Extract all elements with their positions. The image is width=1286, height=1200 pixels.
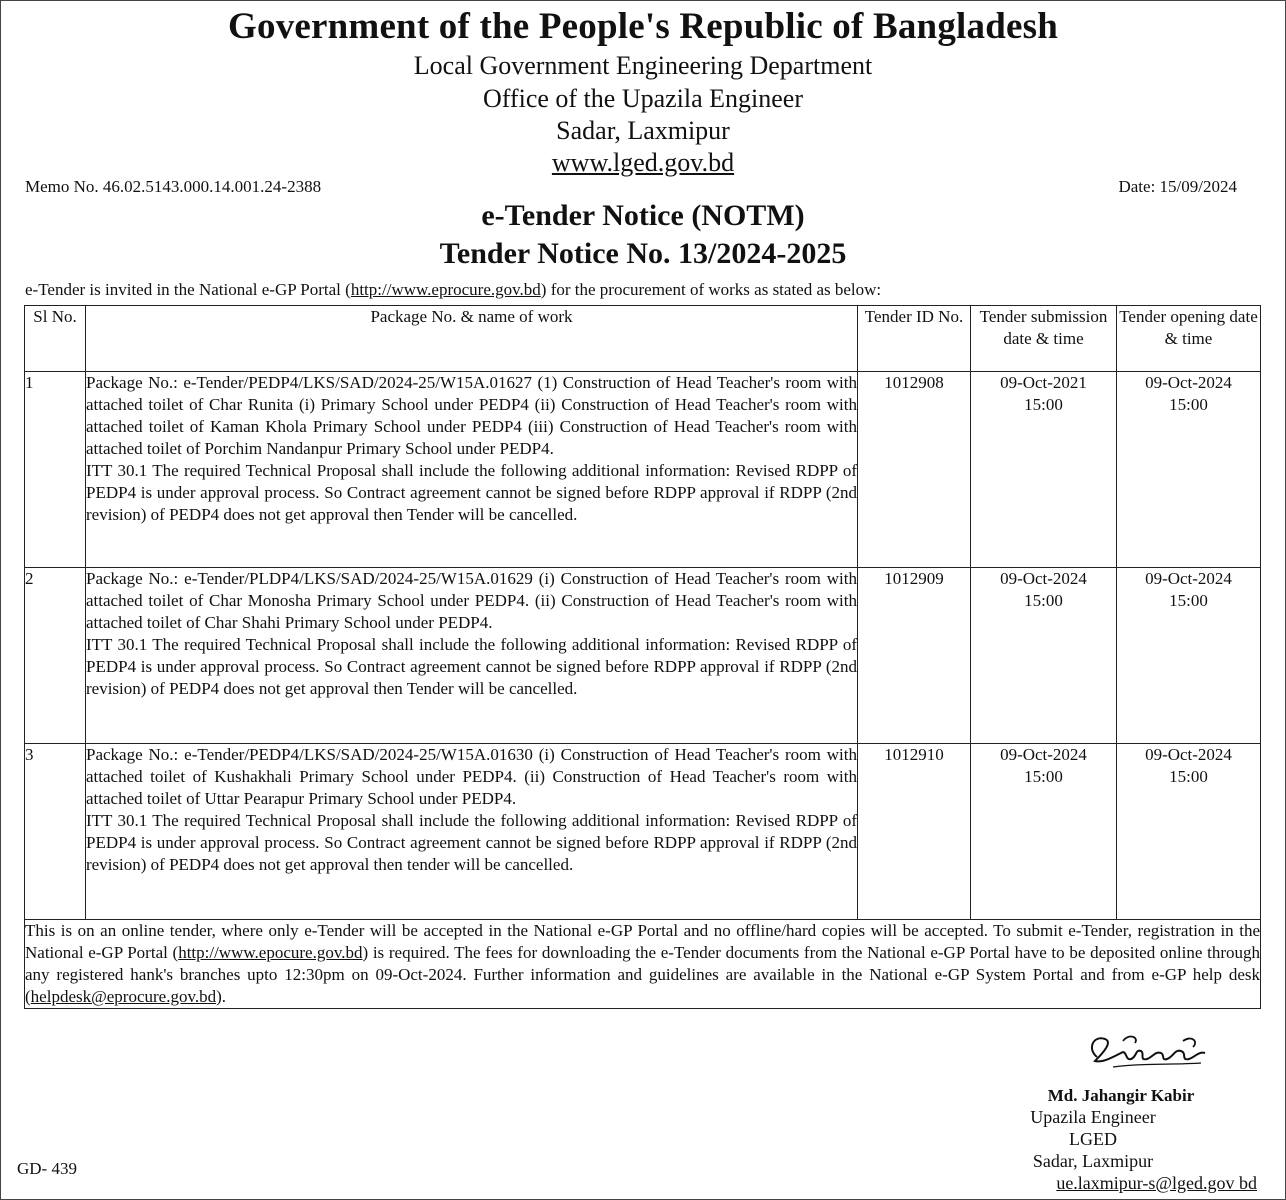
itt-clause: ITT 30.1 The required Technical Proposal shall include the following additional information: Revised RDPP of PEDP4 is under approval process. So Contract agreement cannot be signed before RDPP approval if RDPP (2nd revision) of PEDP4 does not get approval then Tender will be cancelled. [86,635,857,698]
table-header-row [25,306,1261,372]
header-sl: Sl No. [25,306,86,372]
row-work [86,372,858,568]
table-row [25,372,1261,568]
opening-date: 09-Oct-2024 [1145,373,1232,392]
row-submission [971,744,1117,920]
memo-number: Memo No. 46.02.5143.000.14.001.24-2388 [25,177,322,196]
opening-time: 15:00 [1169,395,1208,414]
signatory-email-link[interactable]: ue.laxmipur-s@lged.gov bd [1056,1173,1257,1193]
row-opening [1117,372,1261,568]
itt-clause: ITT 30.1 The required Technical Proposal shall include the following additional information: Revised RDPP of PEDP4 is under approval process. So Contract agreement cannot be signed before RDPP approval if RDPP (2nd revision) of PEDP4 does not get approval then tender will be cancelled. [86,811,857,874]
row-sl: 3 [25,744,86,920]
itt-clause: ITT 30.1 The required Technical Proposal shall include the following additional information: Revised RDPP of PEDP4 is under approval process. So Contract agreement cannot be signed before RDPP approval if RDPP (2nd revision) of PEDP4 does not get approval then Tender will be cancelled. [86,461,857,524]
government-heading: Government of the People's Republic of Bangladesh [228,6,1058,47]
signature-image [1083,1027,1213,1075]
row-tender-id: 1012908 [858,372,971,568]
signatory-org: LGED [1069,1129,1117,1149]
opening-date: 09-Oct-2024 [1145,569,1232,588]
row-tender-id: 1012909 [858,568,971,744]
opening-date: 09-Oct-2024 [1145,745,1232,764]
work-description: Package No.: e-Tender/PEDP4/LKS/SAD/2024-25/W15A.01627 (1) Construction of Head Teacher's room with attached toilet of Char Runita (i) Primary School under PEDP4 (ii) Construction of Head Teacher's room with attached toilet of Kaman Khola Primary School under PEDP4 (iii) Construction of Head Teacher's room with attached toilet of Porchim Nandanpur Primary School under PEDP4. [86,373,857,458]
row-work [86,568,858,744]
helpdesk-email-link[interactable]: helpdesk@eprocure.gov.bd [30,987,217,1006]
intro-after: ) for the procurement of works as stated as below: [540,280,882,299]
header-package: Package No. & name of work [86,306,858,372]
epocure-link[interactable]: http://www.epocure.gov.bd [178,943,363,962]
submission-time: 15:00 [1024,767,1063,786]
row-submission [971,372,1117,568]
signatory-name: Md. Jahangir Kabir [1047,1086,1195,1105]
footnote-row [25,920,1261,1009]
submission-time: 15:00 [1024,395,1063,414]
office-name: Office of the Upazila Engineer [482,84,804,113]
table-row [25,744,1261,920]
tender-table [24,305,1261,1009]
submission-date: 09-Oct-2021 [1000,373,1087,392]
footnote [25,920,1261,1009]
opening-time: 15:00 [1169,767,1208,786]
row-submission [971,568,1117,744]
footnote-part1: This is on an online tender, where only e-Tender will be accepted in the National e-GP Portal and no offline/hard copies will be accepted. To submit e-Tender, registration in the National e-GP Portal ( [25,921,1260,962]
row-sl: 1 [25,372,86,568]
work-description: Package No.: e-Tender/PEDP4/LKS/SAD/2024-25/W15A.01630 (i) Construction of Head Teacher's room with attached toilet of Kushakhali Primary School under PEDP4. (ii) Construction of Head Teacher's room with attached toilet of Uttar Pearapur Primary School under PEDP4. [86,745,857,808]
intro-text [25,280,881,300]
table-row [25,568,1261,744]
row-opening [1117,744,1261,920]
row-work [86,744,858,920]
row-tender-id: 1012910 [858,744,971,920]
row-sl: 2 [25,568,86,744]
department-name: Local Government Engineering Department [413,51,873,80]
intro-before: e-Tender is invited in the National e-GP Portal ( [25,280,351,299]
memo-date: Date: 15/09/2024 [1118,177,1237,196]
header-submission: Tender submission date & time [971,306,1117,372]
work-description: Package No.: e-Tender/PLDP4/LKS/SAD/2024-25/W15A.01629 (i) Construction of Head Teacher's room with attached toilet of Char Monosha Primary School under PEDP4. (ii) Construction of Head Teacher's room with attached toilet of Char Shahi Primary School under PEDP4. [86,569,857,632]
submission-date: 09-Oct-2024 [1000,745,1087,764]
eprocure-link[interactable]: http://www.eprocure.gov.bd [350,280,541,299]
opening-time: 15:00 [1169,591,1208,610]
footnote-part3: ). [216,987,227,1006]
notice-title: e-Tender Notice (NOTM) [481,199,805,232]
submission-time: 15:00 [1024,591,1063,610]
header-opening: Tender opening date & time [1117,306,1261,372]
notice-number: Tender Notice No. 13/2024-2025 [439,237,847,270]
signatory-title: Upazila Engineer [1030,1107,1156,1127]
footnote-part2: ) is required. The fees for downloading the e-Tender documents from the National e-GP Portal have to be deposited online through any registered hank's branches upto 12:30pm on 09-Oct-2024. Further information and guidelines are available in the National e-GP System Portal and from e-GP help desk ( [25,943,1260,1006]
website-link[interactable]: www.lged.gov.bd [551,148,735,177]
document-code: GD- 439 [17,1159,77,1178]
header-tender-id: Tender ID No. [858,306,971,372]
office-location: Sadar, Laxmipur [556,116,730,145]
signatory-place: Sadar, Laxmipur [1032,1151,1154,1171]
row-opening [1117,568,1261,744]
submission-date: 09-Oct-2024 [1000,569,1087,588]
